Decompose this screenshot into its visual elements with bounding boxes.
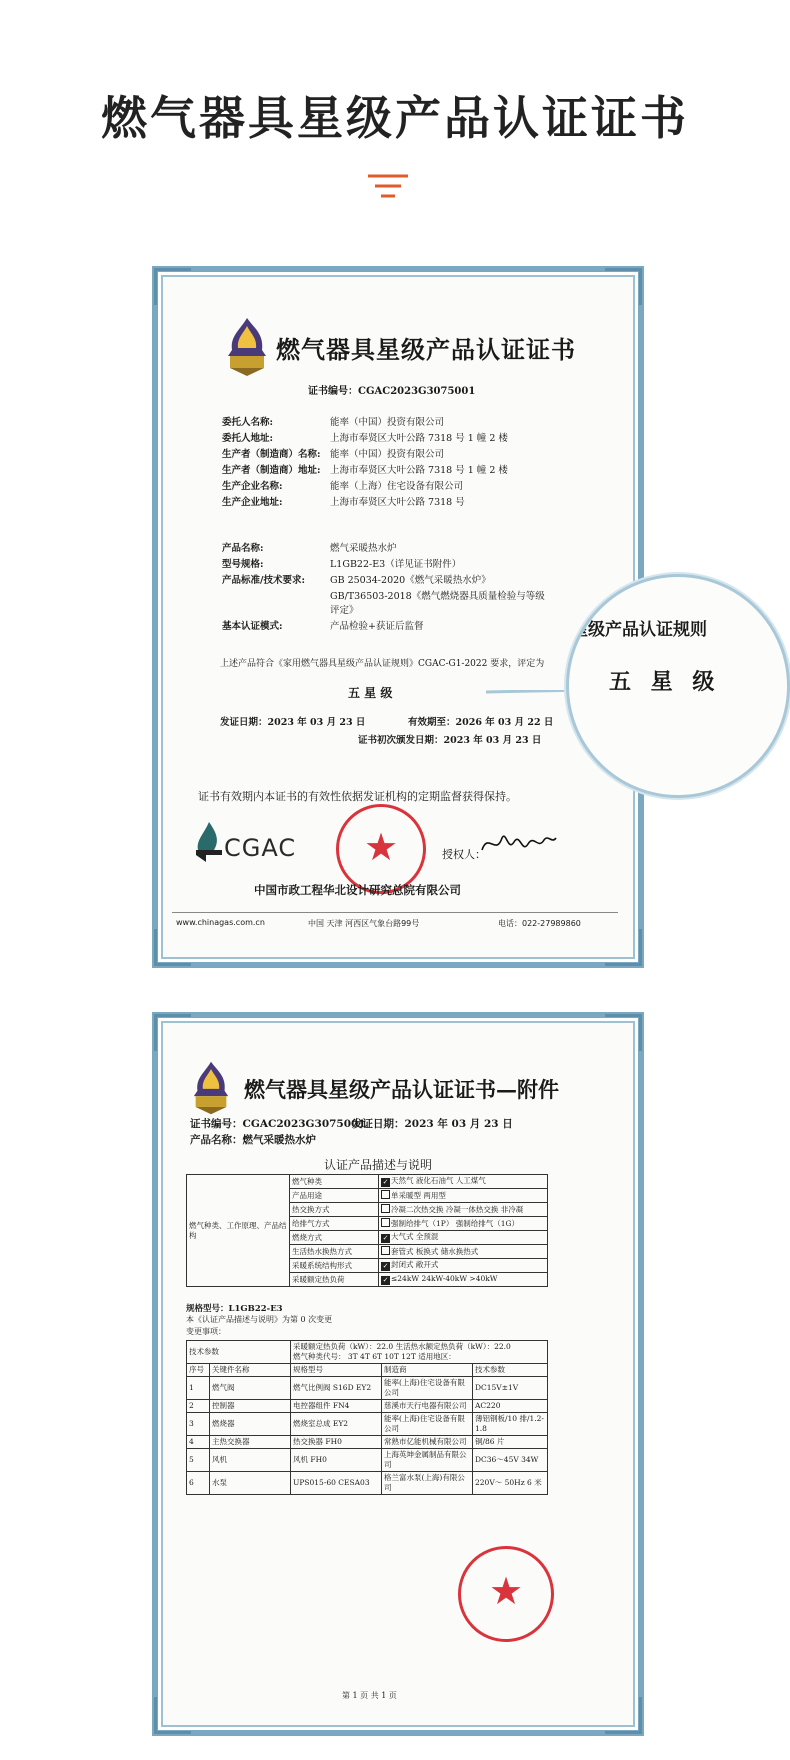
change-note: 本《认证产品描述与说明》为第 0 次变更 — [186, 1315, 333, 1324]
table-row: 3 燃烧器 燃烧室总成 EY2 能率(上海)住宅设备有限公司 薄铝钢板/10 排/1.2-1.8 — [187, 1413, 548, 1436]
annex-issue-date: 发证日期：2023 年 03 月 23 日 — [352, 1118, 513, 1130]
magnifier-callout — [566, 574, 790, 798]
signature-icon — [478, 826, 558, 862]
official-seal — [336, 804, 426, 894]
product-fields: 产品名称: 燃气采暖热水炉 型号规格: L1GB22-E3（详见证书附件） 产品标准/技术要求: GB 25034-2020《燃气采暖热水炉》 GB/T36503-2018《燃气燃烧器具质量检验与等级 评定》 基本认证模式: 产品检验+获证后监督 — [222, 543, 545, 632]
cgac-logo-icon — [226, 316, 268, 378]
table-row: 5 风机 风机 FH0 上海英坤金属制品有限公司 DC36～45V 34W — [187, 1449, 548, 1472]
description-table — [186, 1174, 548, 1287]
grade: 五 星 级 — [348, 686, 393, 700]
section-title: 认证产品描述与说明 — [324, 1158, 433, 1172]
title-underline-icon — [366, 172, 410, 206]
conformity-statement: 上述产品符合《家用燃气器具星级产品认证规则》CGAC-G1-2022 要求，评定为 — [220, 659, 545, 669]
table-row: 燃烧方式 ✓ 大气式 全预混 — [187, 1231, 548, 1245]
table-row: 产品用途 单采暖型 两用型 — [187, 1189, 548, 1203]
table-row: 热交换方式 冷凝二次热交换 冷凝一体热交换 非冷凝 — [187, 1203, 548, 1217]
validity-note: 证书有效期内本证书的有效性依据发证机构的定期监督获得保持。 — [198, 790, 517, 803]
seal-star-icon: ★ — [363, 825, 399, 869]
institute-name: 中国市政工程华北设计研究总院有限公司 — [254, 883, 461, 897]
first-issue-date: 证书初次颁发日期：2023 年 03 月 23 日 — [358, 735, 542, 746]
table-row: 1 燃气阀 燃气比例阀 S16D EY2 能率(上海)住宅设备有限公司 DC15V±1V — [187, 1377, 548, 1400]
issue-date: 发证日期：2023 年 03 月 23 日 — [220, 717, 366, 728]
cgac-flame-icon — [194, 820, 224, 864]
certificate-title: 燃气器具星级产品认证证书 — [276, 335, 576, 364]
table-row: 采暖额定热负荷 ✓ ≤24kW 24kW-40kW >40kW — [187, 1273, 548, 1287]
annex-product-name: 产品名称：燃气采暖热水炉 — [190, 1134, 316, 1146]
certificate-number: 证书编号：CGAC2023G3075001 — [308, 386, 476, 397]
table-row: 6 水泵 UPS015-60 CESA03 格兰富水泵(上海)有限公司 220V～ 50Hz 6 米 — [187, 1472, 548, 1495]
table-row: 生活热水换热方式 套管式 板换式 储水换热式 — [187, 1245, 548, 1259]
change-items: 变更事项： — [186, 1327, 226, 1336]
applicant-fields: 委托人名称: 能率（中国）投资有限公司 委托人地址: 上海市奉贤区大叶公路 7318 号 1 幢 2 楼 生产者（制造商）名称: 能率（中国）投资有限公司 生产者（制造商）地址: 上海市奉贤区大叶公路 7318 号 1 幢 2 楼 生产企业名称: 能率（上海）住宅设备有限公司 生产企业地址: 上海市奉贤区大叶公路 7318 号 — [222, 417, 508, 508]
cgac-wordmark: CGAC — [224, 834, 297, 862]
annex-cert-number: 证书编号：CGAC2023G3075001 — [190, 1118, 366, 1130]
model-spec: 规格型号：L1GB22-E3 — [186, 1304, 283, 1314]
table-row: 给排气方式 强制给排气（1P） 强制给排气（1G） — [187, 1217, 548, 1231]
table-row: 燃气种类、工作原理、产品结构 燃气种类 ✓ 天然气 液化石油气 人工煤气 — [187, 1175, 548, 1189]
address: 中国 天津 河西区气象台路99号 — [308, 919, 420, 928]
certificate-annex — [152, 1012, 644, 1736]
table-row: 4 主热交换器 热交换器 FH0 常熟市亿能机械有限公司 铜/86 片 — [187, 1436, 548, 1449]
official-seal — [458, 1546, 554, 1642]
phone: 电话：022-27989860 — [498, 919, 581, 928]
page-footer: 第 1 页 共 1 页 — [342, 1691, 397, 1700]
annex-title: 燃气器具星级产品认证证书—附件 — [244, 1077, 559, 1102]
magnifier-text-line: 星级产品认证规则 — [571, 620, 707, 640]
table-row: 2 控制器 电控器组件 FN4 慈溪市天行电器有限公司 AC220 — [187, 1400, 548, 1413]
page-title: 燃气器具星级产品认证证书 — [101, 91, 689, 145]
authorizer-label: 授权人： — [442, 848, 486, 861]
table-row: 技术参数 采暖额定热负荷（kW）：22.0 生活热水额定热负荷（kW）：22.0 燃气种类代号： 3T 4T 6T 10T 12T 适用地区： — [187, 1341, 548, 1364]
parts-table — [186, 1340, 548, 1495]
website: www.chinagas.com.cn — [176, 918, 265, 927]
valid-until: 有效期至：2026 年 03 月 22 日 — [408, 717, 554, 728]
cgac-logo-icon — [192, 1060, 230, 1116]
table-header-row: 序号 关键件名称 规格型号 制造商 技术参数 — [187, 1364, 548, 1377]
table-row: 采暖系统结构形式 ✓ 封闭式 敞开式 — [187, 1259, 548, 1273]
seal-star-icon: ★ — [488, 1569, 524, 1613]
magnifier-grade: 五 星 级 — [609, 669, 721, 695]
